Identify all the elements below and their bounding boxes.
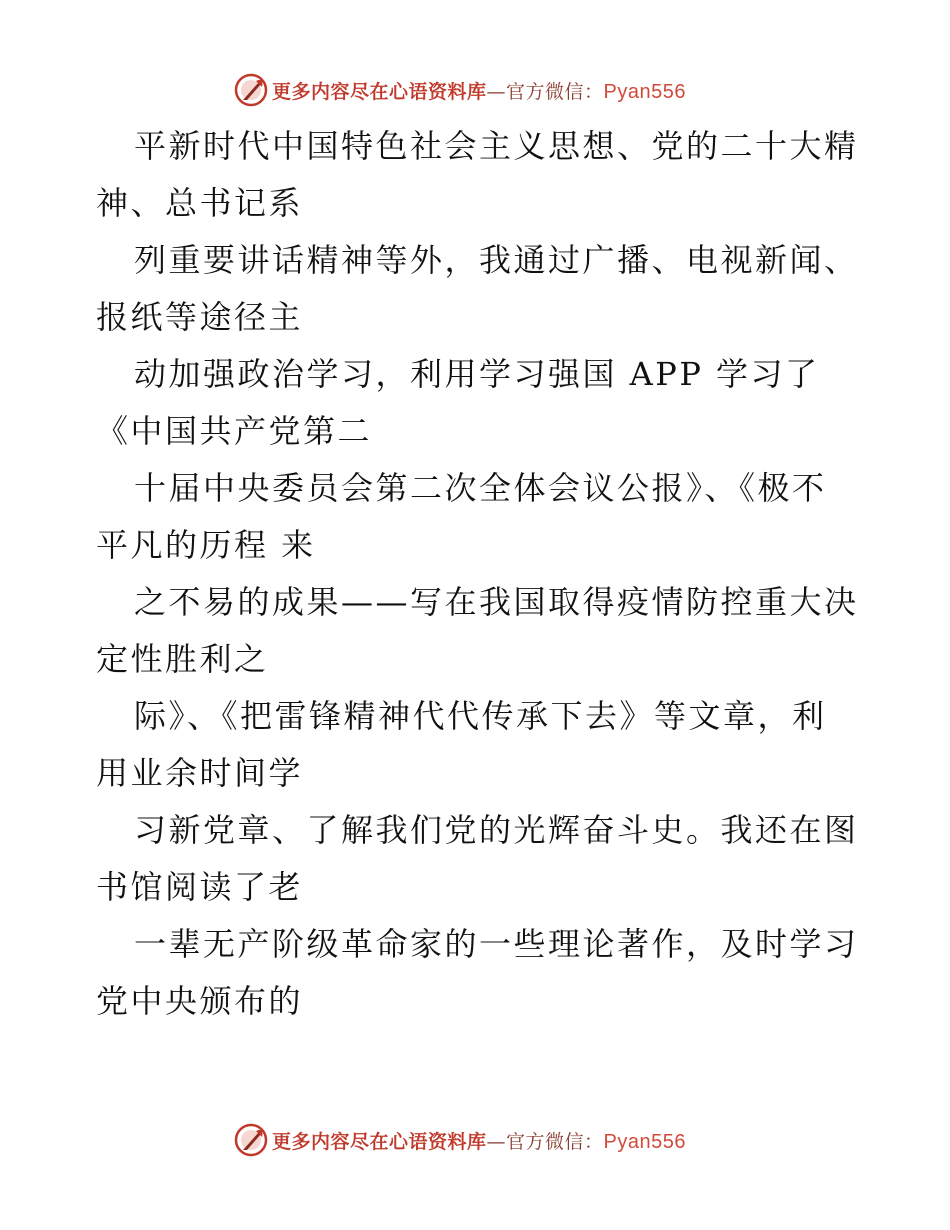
quill-logo-icon: [234, 73, 268, 107]
text-line: 之不易的成果——写在我国取得疫情防控重大决: [134, 583, 859, 621]
text-line: 平凡的历程 来: [96, 526, 316, 564]
text-line: 习新党章、了解我们党的光辉奋斗史。我还在图: [134, 811, 859, 849]
quill-logo-icon: [234, 1123, 268, 1157]
text-line: 用业余时间学: [96, 754, 304, 792]
text-line: 报纸等途径主: [96, 298, 304, 336]
text-line: 一辈无产阶级革命家的一些理论著作，及时学习: [134, 925, 859, 963]
watermark-dash: —: [486, 80, 507, 103]
text-line: 动加强政治学习，利用学习强国 APP 学习了: [134, 355, 820, 393]
header-watermark: [234, 72, 686, 108]
footer-watermark: [234, 1122, 686, 1158]
text-line: 际》、《把雷锋精神代代传承下去》等文章，利: [134, 697, 827, 735]
text-line: 定性胜利之: [96, 640, 269, 678]
watermark-brand: 更多内容尽在心语资料库: [272, 80, 487, 103]
text-line: 书馆阅读了老: [96, 868, 304, 906]
text-line: 平新时代中国特色社会主义思想、党的二十大精: [134, 127, 859, 165]
document-body: [96, 118, 866, 1030]
watermark-account: Pyan556: [603, 1130, 686, 1153]
text-line: 《中国共产党第二: [96, 412, 373, 450]
watermark-brand: 更多内容尽在心语资料库: [272, 1130, 487, 1153]
watermark-official-label: 官方微信：: [506, 1130, 604, 1153]
text-line: 神、总书记系: [96, 184, 304, 222]
text-line: 列重要讲话精神等外，我通过广播、电视新闻、: [134, 241, 859, 279]
text-line: 党中央颁布的: [96, 982, 304, 1020]
watermark-official-label: 官方微信：: [506, 80, 604, 103]
watermark-dash: —: [486, 1130, 507, 1153]
watermark-account: Pyan556: [603, 80, 686, 103]
text-line: 十届中央委员会第二次全体会议公报》、《极不: [134, 469, 827, 507]
